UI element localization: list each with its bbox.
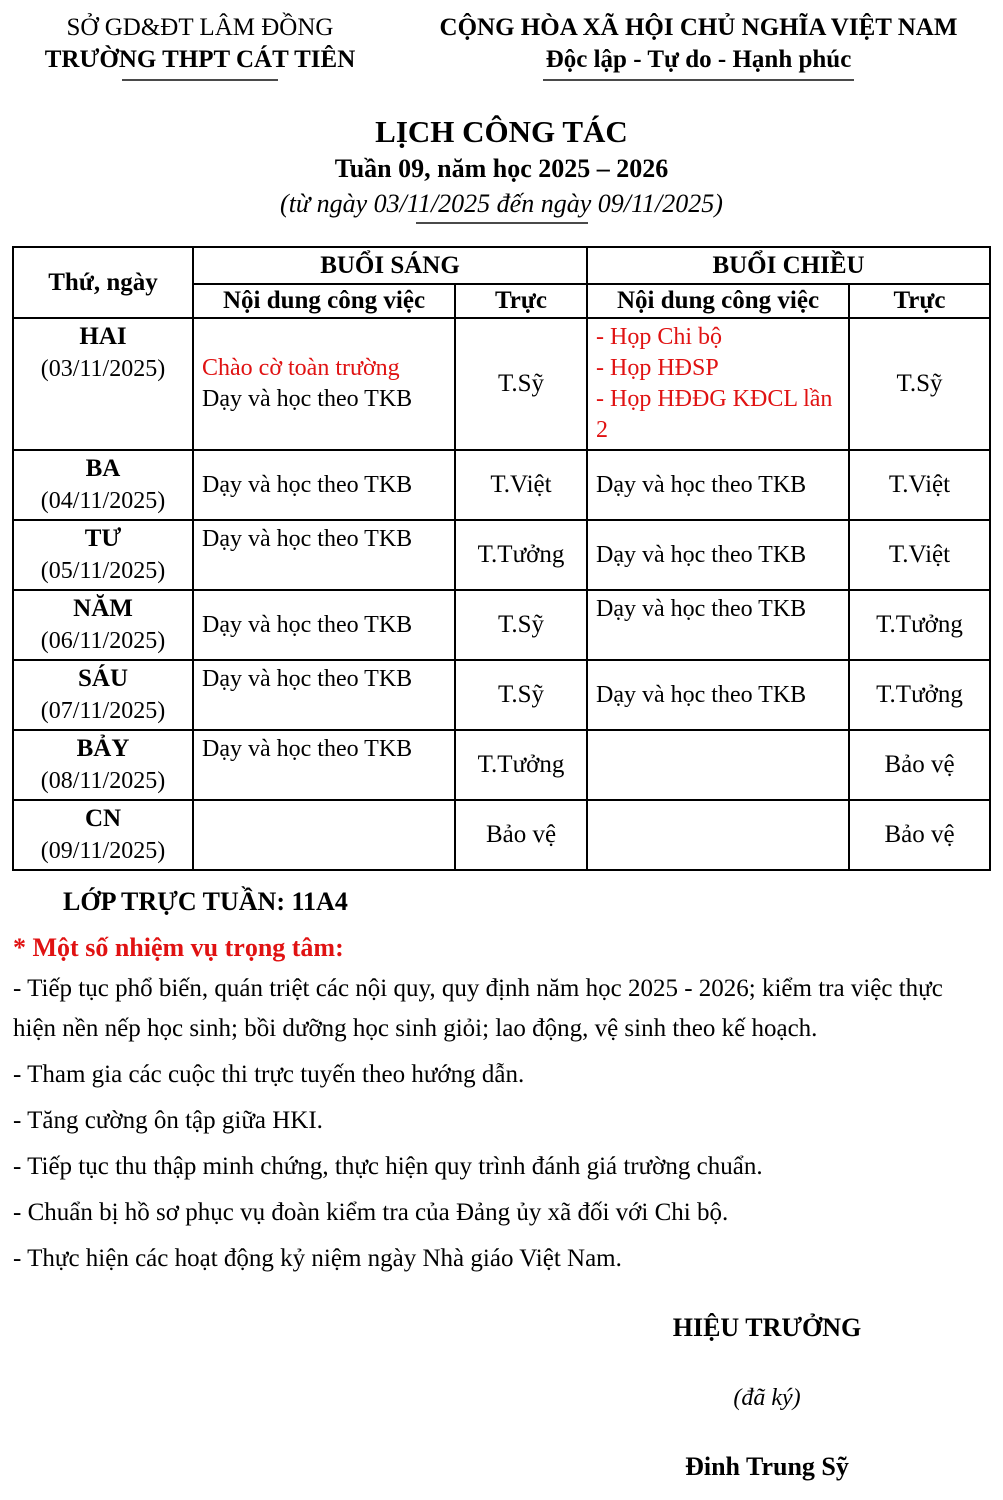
afternoon-content-cell [587,660,849,730]
cell-line: Dạy và học theo TKB [202,666,413,692]
day-name: BẢY [76,735,130,762]
cell-line: Dạy và học theo TKB [596,596,807,622]
morning-content-cell [193,800,455,870]
cell-line: Dạy và học theo TKB [202,526,413,552]
cell-lines [202,470,448,501]
signer-title: HIỆU TRƯỞNG [672,1313,862,1342]
task-item: - Tham gia các cuộc thi trực tuyến theo hướng dẫn. [13,1061,525,1088]
afternoon-duty-cell: T.Tưởng [849,660,990,730]
afternoon-duty-cell: T.Tưởng [849,590,990,660]
task-item: - Tiếp tục phổ biến, quán triệt các nội quy, quy định năm học 2025 - 2026; kiểm tra việc thực hiện nền nếp học sinh; bồi dưỡng học sinh giỏi; lao động, vệ sinh theo kế hoạch. [13,975,943,1042]
day-cell [13,318,193,450]
day-name: BA [85,455,121,482]
day-name: CN [84,805,122,832]
afternoon-duty-cell: T.Việt [849,450,990,520]
day-cell [13,730,193,800]
underline-rule [122,79,278,81]
notes-section [13,887,990,1279]
cell-line: Chào cờ toàn trường [202,355,400,381]
cell-line: - Họp HĐSP [596,355,719,381]
afternoon-duty-cell: Bảo vệ [849,730,990,800]
schedule-row-mon [13,318,990,450]
day-date: (06/11/2025) [40,628,166,654]
morning-duty-cell: T.Việt [455,450,587,520]
afternoon-content-cell [587,520,849,590]
task-item: - Thực hiện các hoạt động kỷ niệm ngày Nhà giáo Việt Nam. [13,1245,622,1272]
date-range: (từ ngày 03/11/2025 đến ngày 09/11/2025) [280,189,723,218]
header-afternoon: BUỔI CHIỀU [587,247,990,284]
cell-lines [202,610,448,641]
day-date: (05/11/2025) [40,558,166,584]
afternoon-duty-cell: Bảo vệ [849,800,990,870]
day-date: (04/11/2025) [40,488,166,514]
cell-line: Dạy và học theo TKB [596,471,807,498]
header-morning-content: Nội dung công việc [193,284,455,318]
header-afternoon-content: Nội dung công việc [587,284,849,318]
document-title: LỊCH CÔNG TÁC [375,114,628,149]
task-item: - Tiếp tục thu thập minh chứng, thực hiện quy trình đánh giá trường chuẩn. [13,1153,763,1180]
morning-content-cell [193,590,455,660]
header-morning: BUỔI SÁNG [193,247,587,284]
morning-content-cell [193,730,455,800]
cell-line: Dạy và học theo TKB [596,541,807,568]
signer-name: Đinh Trung Sỹ [685,1452,849,1481]
afternoon-content-cell [587,730,849,800]
day-name: SÁU [77,665,128,692]
cell-line: Dạy và học theo TKB [596,681,807,708]
day-name: HAI [79,323,127,350]
afternoon-content-cell [587,590,849,660]
morning-duty-cell: T.Sỹ [455,660,587,730]
header-morning-duty: Trực [455,284,587,318]
morning-content-cell [193,318,455,450]
cell-lines [202,734,448,765]
schedule-row-wed [13,520,990,590]
day-date: (09/11/2025) [40,838,166,864]
day-date: (08/11/2025) [40,768,166,794]
task-item: - Chuẩn bị hồ sơ phục vụ đoàn kiểm tra của Đảng ủy xã đối với Chi bộ. [13,1199,729,1226]
cell-line: Dạy và học theo TKB [202,386,413,412]
cell-lines [202,353,448,415]
morning-duty-cell: T.Sỹ [455,590,587,660]
afternoon-duty-cell: T.Việt [849,520,990,590]
cell-lines [202,524,448,555]
task-item: - Tăng cường ôn tập giữa HKI. [13,1107,323,1134]
cell-lines [596,594,842,625]
schedule-row-sun [13,800,990,870]
signed-note: (đã ký) [733,1385,801,1411]
day-cell [13,800,193,870]
schedule-row-thu [13,590,990,660]
cell-lines [596,470,842,501]
day-name: NĂM [73,595,133,622]
afternoon-content-cell [587,800,849,870]
day-cell [13,520,193,590]
morning-content-cell [193,520,455,590]
day-date: (07/11/2025) [40,698,166,724]
cell-line: Dạy và học theo TKB [202,471,413,498]
cell-line: - Họp HĐĐG KĐCL lần 2 [596,386,833,443]
schedule-row-tue [13,450,990,520]
cell-lines [596,540,842,571]
signature-block [597,1313,937,1482]
schedule-row-sat [13,730,990,800]
cell-line: Dạy và học theo TKB [202,611,413,638]
day-date: (03/11/2025) [40,356,166,382]
schedule-table [12,246,991,871]
afternoon-content-cell [587,450,849,520]
cell-lines [596,322,842,446]
week-subtitle: Tuần 09, năm học 2025 – 2026 [334,154,669,183]
day-name: TƯ [84,525,122,552]
letterhead-right [400,12,1003,81]
national-title: CỘNG HÒA XÃ HỘI CHỦ NGHĨA VIỆT NAM [439,14,958,41]
header-afternoon-duty: Trực [849,284,990,318]
afternoon-duty-cell: T.Sỹ [849,318,990,450]
morning-duty-cell: T.Tưởng [455,520,587,590]
cell-lines [596,680,842,711]
day-cell [13,660,193,730]
day-cell [13,590,193,660]
morning-content-cell [193,450,455,520]
morning-duty-cell: Bảo vệ [455,800,587,870]
morning-duty-cell: T.Sỹ [455,318,587,450]
tasks-heading: * Một số nhiệm vụ trọng tâm: [13,933,344,962]
afternoon-content-cell [587,318,849,450]
national-motto: Độc lập - Tự do - Hạnh phúc [543,43,855,81]
header-day-col: Thứ, ngày [13,247,193,318]
school-name: TRƯỜNG THPT CÁT TIÊN [44,46,356,73]
title-block [0,113,1003,224]
schedule-row-fri [13,660,990,730]
day-cell [13,450,193,520]
underline-rule [416,222,588,224]
morning-duty-cell: T.Tưởng [455,730,587,800]
letterhead-left [0,12,400,81]
cell-line: - Họp Chi bộ [596,324,722,350]
org-name: SỞ GD&ĐT LÂM ĐỒNG [66,14,334,41]
cell-line: Dạy và học theo TKB [202,736,413,762]
duty-class-line: LỚP TRỰC TUẦN: 11A4 [63,887,348,916]
cell-lines [202,664,448,695]
letterhead [0,0,1003,81]
morning-content-cell [193,660,455,730]
